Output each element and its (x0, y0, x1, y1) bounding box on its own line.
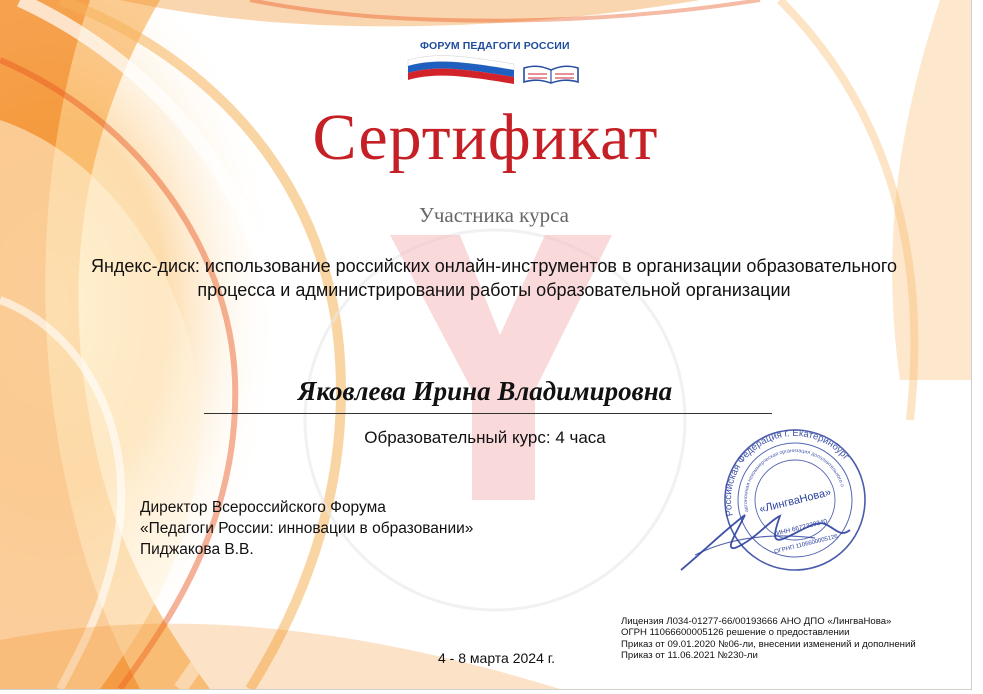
director-block (140, 497, 473, 560)
stamp-inn: ИНН 6672329340 (775, 517, 828, 538)
forum-logo (406, 38, 581, 88)
license-info (621, 616, 916, 661)
recipient-name: Яковлева Ирина Владимировна (297, 376, 673, 406)
license-line-1: Лицензия Л034-01277-66/00193666 АНО ДПО «ЛингваНова» (621, 616, 892, 627)
course-name (40, 254, 948, 302)
stamp-inner-text: автономная некоммерческая организация дополнительного образования (742, 447, 846, 513)
certificate-date: 4 - 8 марта 2024 г. (438, 650, 556, 666)
stamp-center-text: «ЛингваНова» (758, 486, 833, 516)
license-line-3: Приказ от 09.01.2020 №06-ли, внесении изменений и дополнений (621, 638, 916, 650)
logo-text: ФОРУМ ПЕДАГОГИ РОССИИ (420, 40, 570, 52)
director-name: Пиджакова В.В. (140, 541, 254, 558)
course-name-line-1: Яндекс-диск: использование российских онлайн-инструментов в организации образовательного (90, 256, 898, 276)
organization-stamp (675, 420, 895, 580)
director-title: Директор Всероссийского Форума (140, 499, 386, 516)
logo-flag-book-icon (406, 38, 581, 88)
course-hours: Образовательный курс: 4 часа (364, 428, 606, 447)
stamp-ogrn: ОГРНП 1106600005126 (773, 533, 839, 556)
certificate-subtitle: Участника курса (419, 203, 569, 227)
director-forum-name: «Педагоги России: инновации в образовании» (140, 520, 474, 537)
course-name-line-2: процесса и администрировании работы образовательной организации (197, 280, 791, 300)
stamp-outer-text: Российская Федерация г. Екатеринбург (722, 427, 852, 518)
certificate-title: Сертификат (312, 101, 659, 174)
license-line-2: ОГРН 11066600005126 решение о предоставлении (621, 627, 850, 639)
recipient-underline (204, 413, 772, 414)
license-line-4: Приказ от 11.06.2021 №230-ли (621, 649, 758, 661)
